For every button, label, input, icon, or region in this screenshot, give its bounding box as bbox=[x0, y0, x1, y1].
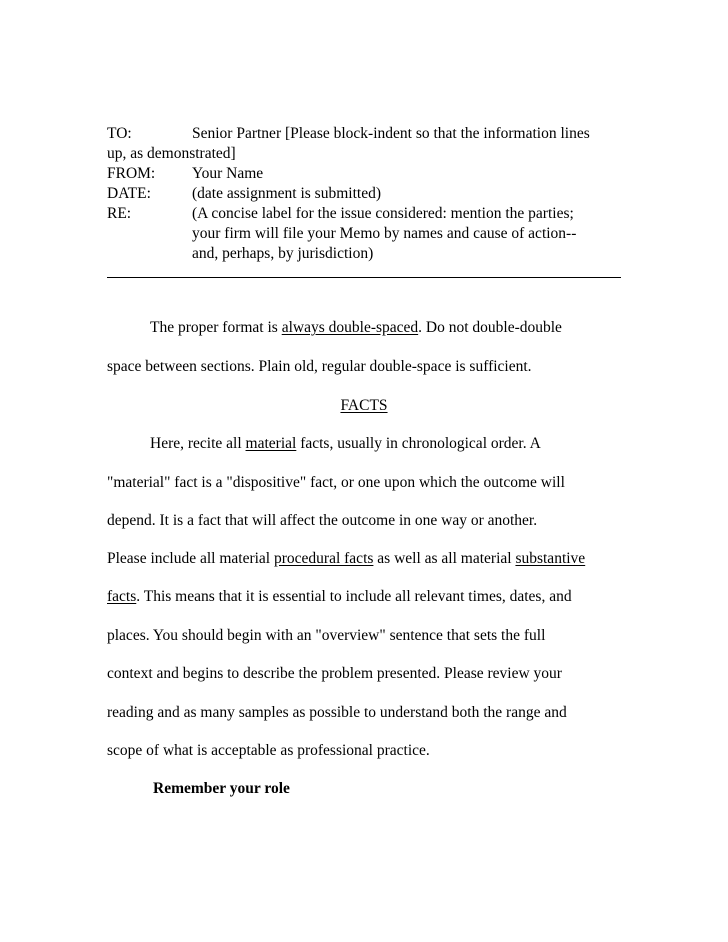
facts-text-5: . This means that it is essential to include all relevant times, dates, and bbox=[136, 588, 572, 605]
facts-line-6 bbox=[107, 626, 545, 646]
facts-text-6: places. You should begin with an "overview" sentence that sets the full bbox=[107, 627, 546, 644]
re-value-continued-2: and, perhaps, by jurisdiction) bbox=[192, 245, 374, 262]
from-label: FROM: bbox=[107, 165, 156, 182]
to-value-continued: up, as demonstrated] bbox=[107, 145, 236, 162]
re-label: RE: bbox=[107, 205, 132, 222]
header-divider bbox=[107, 277, 621, 278]
facts-line-1 bbox=[150, 434, 541, 454]
re-line-continued-1 bbox=[107, 224, 627, 244]
to-line-continued bbox=[107, 144, 627, 164]
facts-line-3 bbox=[107, 511, 537, 531]
subheading-remember-your-role bbox=[153, 779, 290, 799]
facts-line-5 bbox=[107, 587, 572, 607]
facts-underlined-procedural: procedural facts bbox=[274, 550, 374, 567]
facts-line-9 bbox=[107, 741, 430, 761]
facts-text: Here, recite all bbox=[150, 435, 246, 452]
date-value: (date assignment is submitted) bbox=[192, 185, 381, 202]
to-label: TO: bbox=[107, 125, 132, 142]
facts-heading-text: FACTS bbox=[340, 397, 388, 414]
facts-line-7 bbox=[107, 664, 562, 684]
facts-text-4a: Please include all material bbox=[107, 550, 274, 567]
intro-line-1 bbox=[150, 318, 562, 338]
from-line bbox=[107, 164, 627, 184]
facts-text-7: context and begins to describe the problem presented. Please review your bbox=[107, 665, 562, 682]
memo-header bbox=[107, 124, 627, 264]
facts-text-4b: as well as all material bbox=[373, 550, 516, 567]
intro-underlined-text: always double-spaced bbox=[281, 319, 419, 336]
facts-text-3: depend. It is a fact that will affect the outcome in one way or another. bbox=[107, 512, 538, 529]
re-value-continued-1: your firm will file your Memo by names and cause of action-- bbox=[192, 225, 577, 242]
facts-text-end: facts, usually in chronological order. A bbox=[296, 435, 541, 452]
facts-text-2: "material" fact is a "dispositive" fact, or one upon which the outcome will bbox=[107, 474, 565, 491]
intro-text-end: . Do not double-double bbox=[418, 319, 562, 336]
from-value: Your Name bbox=[192, 165, 264, 182]
re-line-continued-2 bbox=[107, 244, 627, 264]
date-line bbox=[107, 184, 627, 204]
date-label: DATE: bbox=[107, 185, 151, 202]
facts-underlined-material: material bbox=[245, 435, 297, 452]
intro-line-2 bbox=[107, 357, 532, 377]
facts-line-8 bbox=[107, 703, 567, 723]
facts-line-2 bbox=[107, 473, 565, 493]
facts-text-9: scope of what is acceptable as professional practice. bbox=[107, 742, 430, 759]
to-value: Senior Partner [Please block-indent so that the information lines bbox=[192, 125, 590, 142]
facts-underlined-substantive: substantive bbox=[515, 550, 586, 567]
re-line bbox=[107, 204, 627, 224]
subheading-text: Remember your role bbox=[153, 780, 290, 797]
facts-heading bbox=[107, 396, 621, 416]
facts-underlined-facts: facts bbox=[107, 588, 137, 605]
intro-text-2: space between sections. Plain old, regular double-space is sufficient. bbox=[107, 358, 532, 375]
intro-text: The proper format is bbox=[150, 319, 282, 336]
to-line bbox=[107, 124, 627, 144]
facts-line-4 bbox=[107, 549, 585, 569]
facts-text-8: reading and as many samples as possible to understand both the range and bbox=[107, 704, 567, 721]
re-value: (A concise label for the issue considered: mention the parties; bbox=[192, 205, 574, 222]
